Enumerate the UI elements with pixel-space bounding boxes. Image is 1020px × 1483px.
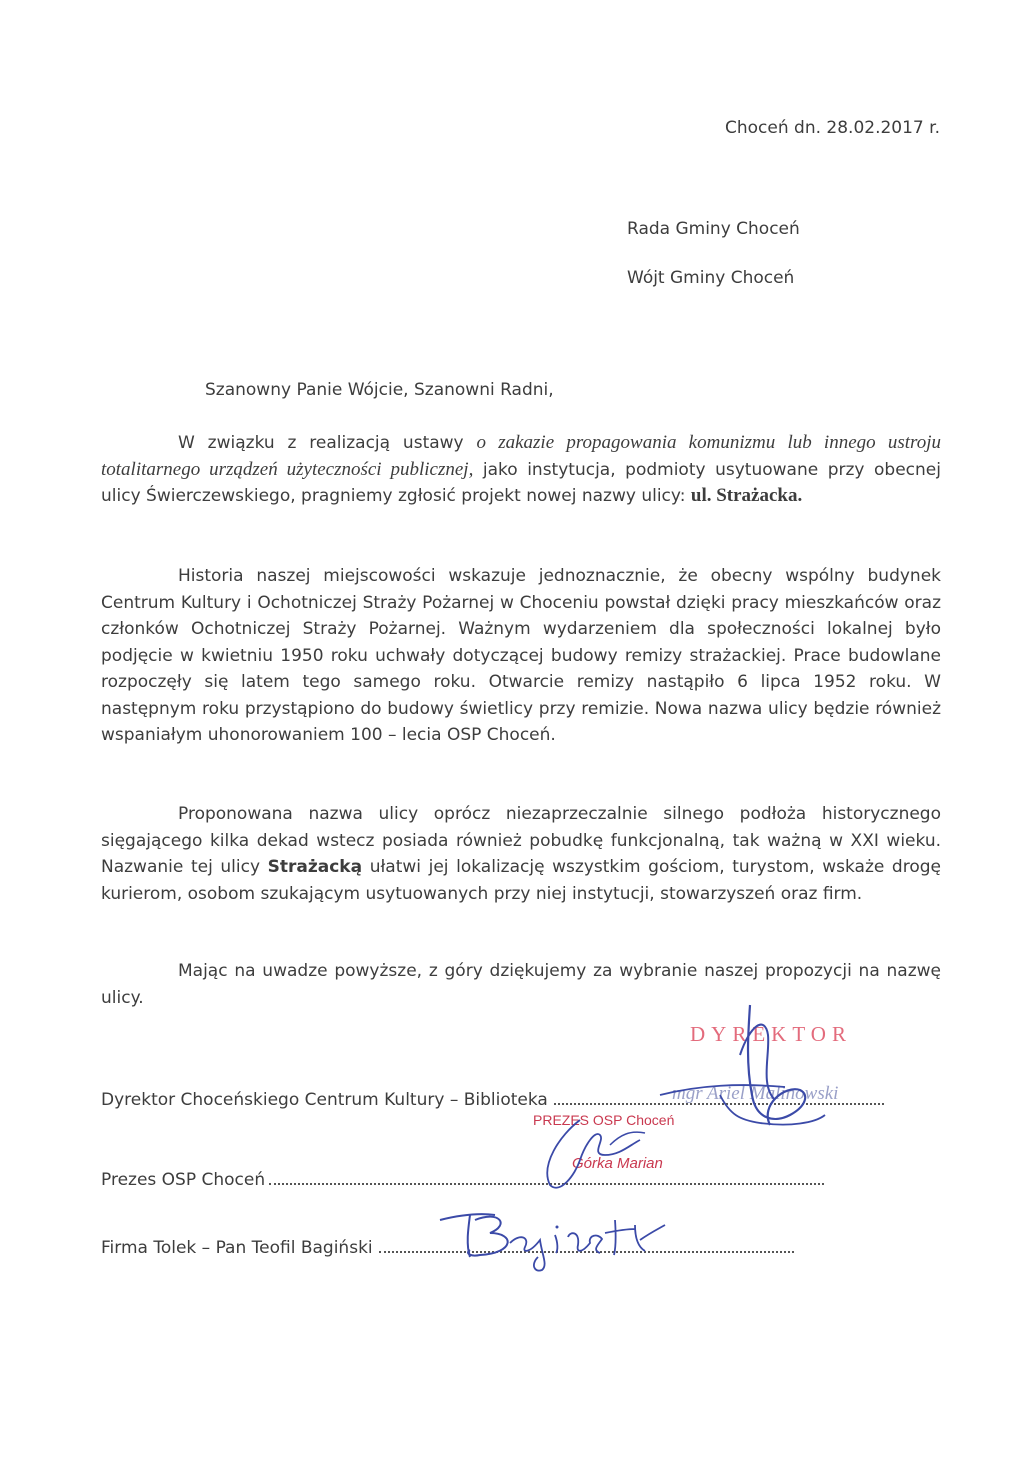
- paragraph-1-text-b: jako instytucja, podmioty usytuowane przy obecnej ulicy Świerczewskiego, pragniemy zgłosić projekt nowej nazwy ulicy:: [101, 459, 941, 506]
- signature-label-osp: Prezes OSP Choceń: [101, 1170, 266, 1190]
- recipient-mayor: Wójt Gminy Choceń: [627, 268, 795, 288]
- osp-stamp-name: Górka Marian: [572, 1155, 663, 1172]
- osp-stamp-title: PREZES OSP Choceń: [533, 1112, 675, 1128]
- director-stamp-name: mgr Ariel Malinowski: [672, 1083, 839, 1104]
- letter-date: Choceń dn. 28.02.2017 r.: [725, 118, 940, 138]
- greeting: Szanowny Panie Wójcie, Szanowni Radni,: [205, 380, 554, 400]
- osp-signature-icon: [520, 1115, 680, 1195]
- signature-label-director: Dyrektor Choceńskiego Centrum Kultury – Biblioteka: [101, 1090, 548, 1110]
- paragraph-4: Mając na uwadze powyższe, z góry dziękujemy za wybranie naszej propozycji na nazwę ulicy.: [101, 961, 941, 1008]
- street-name-emphasis: Strażacką: [267, 857, 363, 877]
- signature-label-company: Firma Tolek – Pan Teofil Bagiński: [101, 1238, 373, 1258]
- law-title: o zakazie propagowania komunizmu lub innego ustroju totalitarnego urządzeń użyteczności publicznej,: [101, 432, 941, 480]
- paragraph-1: [101, 430, 941, 510]
- paragraph-3: [101, 801, 941, 907]
- signature-line-osp: [101, 1170, 824, 1190]
- company-signature-icon: [430, 1195, 690, 1275]
- proposed-street-name: ul. Strażacka.: [690, 485, 803, 506]
- paragraph-3-text-a: Proponowana nazwa ulicy oprócz niezaprzeczalnie silnego podłoża historycznego sięgającego kilka dekad wstecz posiada również pobudkę funkcjonalną, tak ważną w XXI wieku. Nazwanie tej ulicy: [101, 804, 941, 877]
- paragraph-1-text-a: W związku z realizacją ustawy: [178, 433, 477, 453]
- paragraph-2: Historia naszej miejscowości wskazuje jednoznacznie, że obecny wspólny budynek Centrum Kultury i Ochotniczej Straży Pożarnej w Choceniu powstał dzięki pracy mieszkańców oraz członków Ochotniczej Straży Pożarnej. Ważnym wydarzeniem dla społeczności lokalnej było podjęcie w kwietniu 1950 roku uchwały dotyczącej budowy remizy strażackiej. Prace budowlane rozpoczęły się latem tego samego roku. Otwarcie remizy nastąpiło 6 lipca 1952 roku. W następnym roku przystąpiono do budowy świetlicy przy remizie. Nowa nazwa ulicy będzie również wspaniałym uhonorowaniem 100 – lecia OSP Choceń.: [101, 566, 941, 745]
- recipient-council: Rada Gminy Choceń: [627, 219, 800, 239]
- director-stamp-title: DYREKTOR: [690, 1022, 852, 1046]
- paragraph-3-text-b: ułatwi jej lokalizację wszystkim gościom, turystom, wskaże drogę kurierom, osobom szukającym usytuowanych przy niej instytucji, stowarzyszeń oraz firm.: [101, 857, 941, 904]
